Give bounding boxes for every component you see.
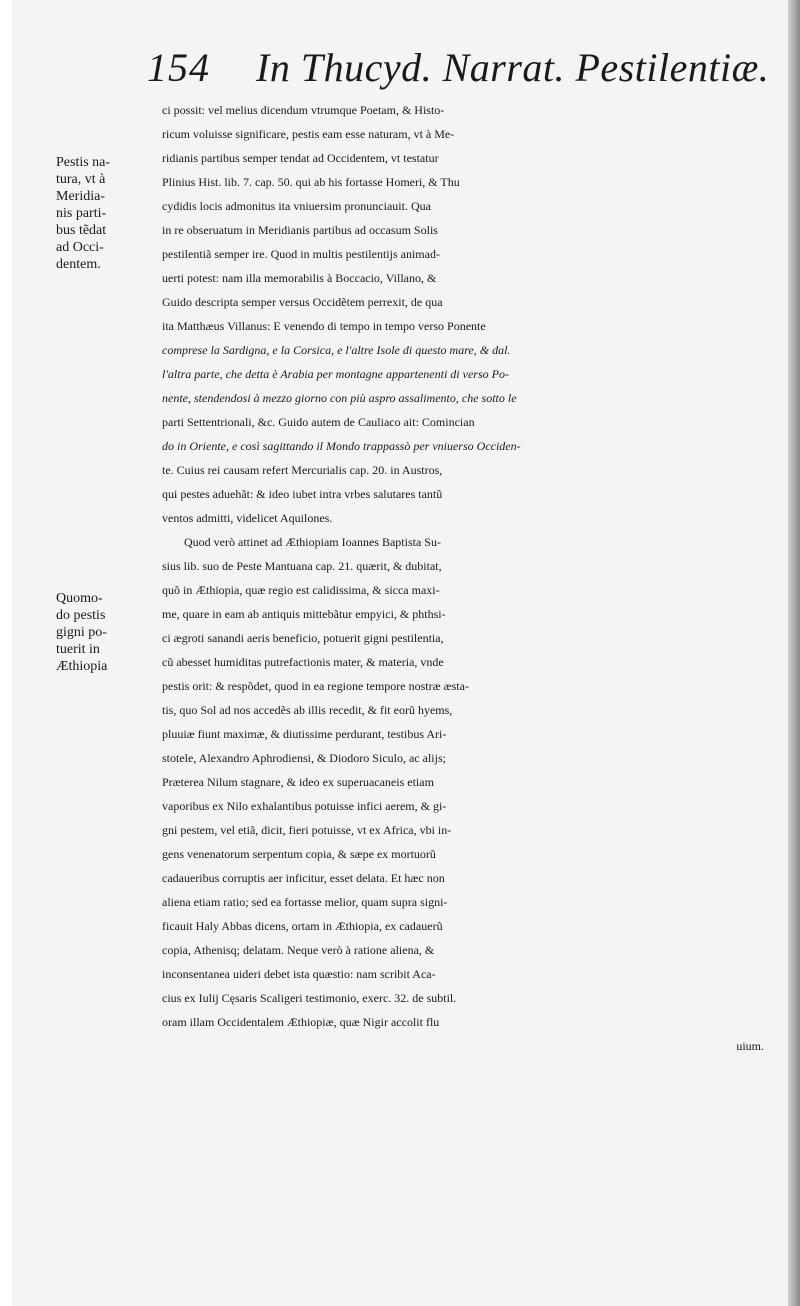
text-line: te. Cuius rei causam refert Mercurialis cap. 20. in Austros, [162, 463, 443, 477]
text-line: qui pestes aduehãt: & ideo iubet intra vrbes salutares tantũ [162, 487, 443, 501]
margin-note-line: dentem. [56, 257, 101, 272]
text-line: cadaueribus corruptis aer inficitur, esset delata. Et hæc non [162, 871, 445, 885]
margin-note-quomodo-pestis [56, 590, 156, 675]
margin-note-line: tuerit in [56, 642, 100, 657]
text-line: cũ abesset humiditas putrefactionis mater, & materia, vnde [162, 655, 444, 669]
text-line: gens venenatorum serpentum copia, & sæpe ex mortuorũ [162, 847, 436, 861]
text-line: uerti potest: nam illa memorabilis à Boccacio, Villano, & [162, 271, 437, 285]
book-page [12, 0, 788, 1306]
margin-note-line: Æthiopia [56, 659, 108, 674]
text-line: ci possit: vel melius dicendum vtrumque Poetam, & Histo- [162, 103, 445, 117]
scan-edge-shadow [788, 0, 800, 1306]
text-line: cydidis locis admonitus ita vniuersim pronunciauit. Qua [162, 199, 431, 213]
body-text [162, 98, 788, 1058]
margin-note-line: gigni po- [56, 625, 107, 640]
page-header [12, 40, 788, 96]
page-number: 154 [147, 45, 210, 90]
text-line: quõ in Æthiopia, quæ regio est calidissima, & sicca maxi- [162, 583, 440, 597]
text-line: ridianis partibus semper tendat ad Occidentem, vt testatur [162, 151, 439, 165]
margin-note-line: nis parti- [56, 206, 107, 221]
margin-note-line: Pestis na- [56, 155, 111, 170]
text-line: cius ex Iulij Cęsaris Scaligeri testimonio, exerc. 32. de subtil. [162, 991, 457, 1005]
text-line: oram illam Occidentalem Æthiopiæ, quæ Nigir accolit flu [162, 1015, 440, 1029]
text-line: ficauit Haly Abbas dicens, ortam in Æthiopia, ex cadauerũ [162, 919, 443, 933]
italian-quote-line: nente, stendendosi à mezzo giorno con più aspro assalimento, che sotto le [162, 391, 517, 405]
text-line: copia, Athenisq; delatam. Neque verò à ratione aliena, & [162, 943, 435, 957]
italian-quote-line: comprese la Sardigna, e la Corsica, e l'altre Isole di questo mare, & dal. [162, 343, 511, 357]
text-line: Præterea Nilum stagnare, & ideo ex superuacaneis etiam [162, 775, 434, 789]
text-line: tis, quo Sol ad nos accedẽs ab illis recedit, & fit eorũ hyems, [162, 703, 453, 717]
text-line: pluuiæ fiunt maximæ, & diutissime perdurant, testibus Ari- [162, 727, 447, 741]
margin-note-pestis-natura [56, 154, 156, 273]
italian-quote-line: do in Oriente, e così sagittando il Mondo trappassò per vniuerso Occiden- [162, 439, 521, 453]
text-line: ita Matthæus Villanus: E venendo di tempo in tempo verso Ponente [162, 319, 486, 333]
text-line: ricum voluisse significare, pestis eam esse naturam, vt à Me- [162, 127, 455, 141]
text-line: sius lib. suo de Peste Mantuana cap. 21. quærit, & dubitat, [162, 559, 442, 573]
text-line: gni pestem, vel etiã, dicit, fieri potuisse, vt ex Africa, vbi in- [162, 823, 452, 837]
text-line: ventos admitti, videlicet Aquilones. [162, 511, 333, 525]
text-line: me, quare in eam ab antiquis mittebãtur empyici, & phthsi- [162, 607, 446, 621]
text-line: stotele, Alexandro Aphrodiensi, & Diodoro Siculo, ac alijs; [162, 751, 446, 765]
text-line: parti Settentrionali, &c. Guido autem de Cauliaco ait: Comincian [162, 415, 475, 429]
text-line: in re obseruatum in Meridianis partibus ad occasum Solis [162, 223, 438, 237]
text-line: vaporibus ex Nilo exhalantibus potuisse infici aerem, & gi- [162, 799, 447, 813]
text-line: Guido descripta semper versus Occidẽtem perrexit, de qua [162, 295, 443, 309]
margin-note-line: bus tẽdat [56, 223, 107, 238]
margin-note-line: Quomo- [56, 591, 103, 606]
text-line: pestis orit: & respõdet, quod in ea regione tempore nostræ æsta- [162, 679, 469, 693]
margin-note-line: tura, vt à [56, 172, 106, 187]
text-line: ci ægroti sanandi aeris beneficio, potuerit gigni pestilentia, [162, 631, 444, 645]
italian-quote-line: l'altra parte, che detta è Arabia per montagne appartenenti di verso Po- [162, 367, 509, 381]
running-head: In Thucyd. Narrat. Pestilentiæ. [256, 45, 770, 90]
margin-note-line: ad Occi- [56, 240, 104, 255]
paragraph-start-line: Quod verò attinet ad Æthiopiam Ioannes Baptista Su- [184, 535, 441, 549]
text-line: inconsentanea uideri debet ista quæstio: nam scribit Aca- [162, 967, 436, 981]
text-line: pestilentiã semper ire. Quod in multis pestilentijs animad- [162, 247, 440, 261]
text-line: Plinius Hist. lib. 7. cap. 50. qui ab his fortasse Homeri, & Thu [162, 175, 460, 189]
text-line: aliena etiam ratio; sed ea fortasse melior, quam supra signi- [162, 895, 448, 909]
text-line-last: uium. [736, 1039, 764, 1053]
margin-note-line: Meridia- [56, 189, 105, 204]
margin-note-line: do pestis [56, 608, 106, 623]
